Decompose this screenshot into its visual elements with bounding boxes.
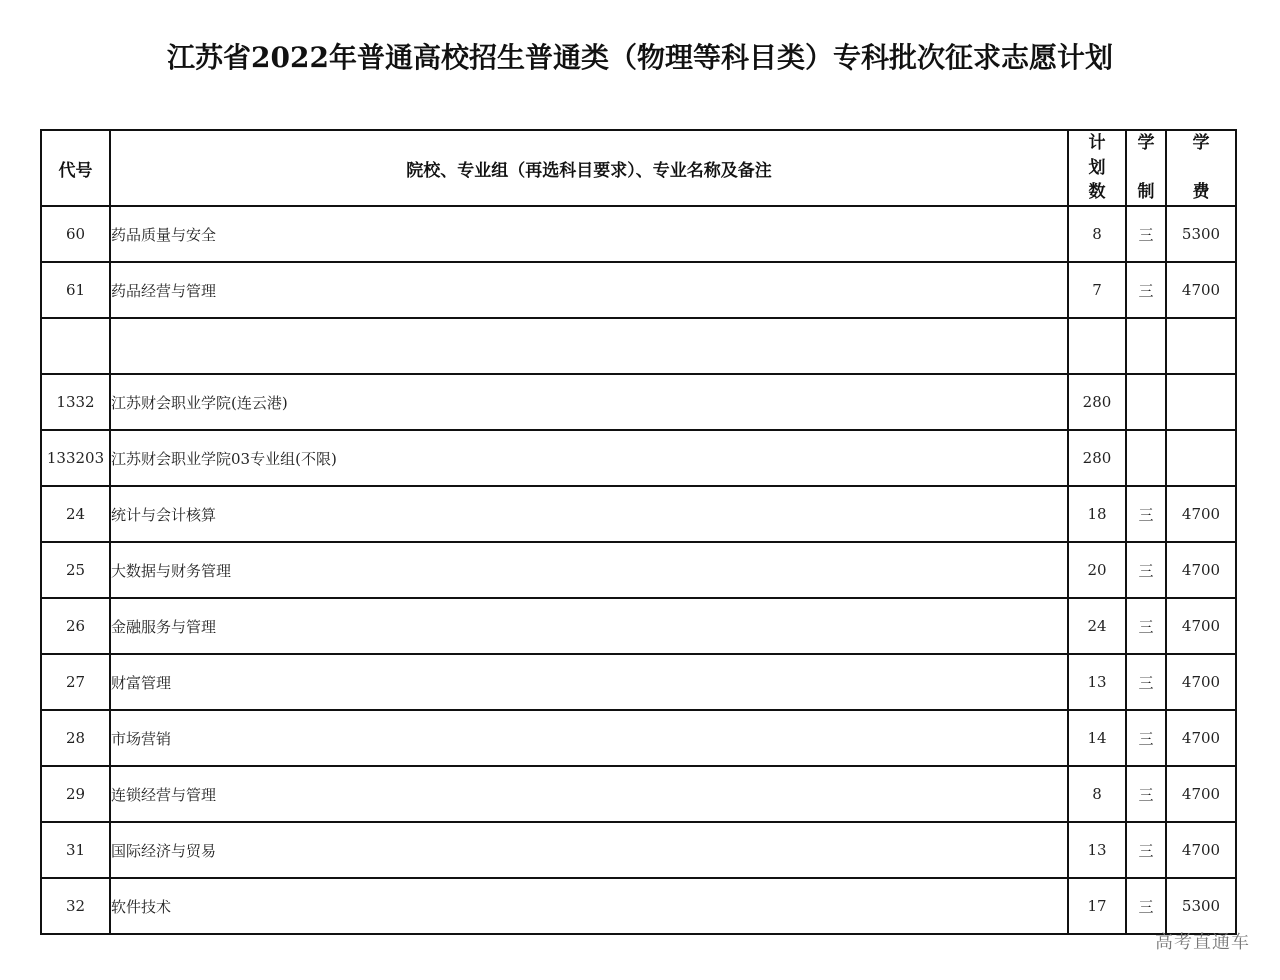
cell-fee: 4700 xyxy=(1166,766,1236,822)
cell-duration xyxy=(1126,430,1166,486)
cell-fee: 5300 xyxy=(1166,206,1236,262)
header-duration xyxy=(1126,130,1166,206)
cell-plan: 280 xyxy=(1068,374,1126,430)
table-row-empty xyxy=(41,318,1236,374)
header-fee xyxy=(1166,130,1236,206)
cell-name: 金融服务与管理 xyxy=(110,598,1068,654)
cell-name: 国际经济与贸易 xyxy=(110,822,1068,878)
table-header-row xyxy=(41,130,1236,206)
table-row xyxy=(41,486,1236,542)
table-row xyxy=(41,206,1236,262)
cell-code: 27 xyxy=(41,654,110,710)
cell-duration: 三 xyxy=(1126,710,1166,766)
header-plan-char: 计 xyxy=(1088,133,1106,153)
cell-code: 29 xyxy=(41,766,110,822)
cell-name: 市场营销 xyxy=(110,710,1068,766)
cell-name: 软件技术 xyxy=(110,878,1068,934)
cell-plan: 17 xyxy=(1068,878,1126,934)
cell-code: 61 xyxy=(41,262,110,318)
watermark-text: 高考直通车 xyxy=(1155,932,1250,953)
cell-fee: 4700 xyxy=(1166,598,1236,654)
cell-name: 大数据与财务管理 xyxy=(110,542,1068,598)
enrollment-plan-table xyxy=(40,129,1237,935)
table-row xyxy=(41,374,1236,430)
cell-duration: 三 xyxy=(1126,878,1166,934)
cell-duration: 三 xyxy=(1126,262,1166,318)
cell-code: 32 xyxy=(41,878,110,934)
table-row xyxy=(41,430,1236,486)
table-row xyxy=(41,654,1236,710)
cell-code: 31 xyxy=(41,822,110,878)
cell-duration: 三 xyxy=(1126,206,1166,262)
header-name: 院校、专业组（再选科目要求）、专业名称及备注 xyxy=(110,130,1068,206)
cell-plan: 14 xyxy=(1068,710,1126,766)
cell-fee xyxy=(1166,374,1236,430)
cell-code: 133203 xyxy=(41,430,110,486)
cell-code: 25 xyxy=(41,542,110,598)
cell-name: 连锁经营与管理 xyxy=(110,766,1068,822)
cell-name: 药品质量与安全 xyxy=(110,206,1068,262)
header-plan xyxy=(1068,130,1126,206)
table-row xyxy=(41,822,1236,878)
cell-fee: 4700 xyxy=(1166,262,1236,318)
cell-code: 28 xyxy=(41,710,110,766)
cell-name: 财富管理 xyxy=(110,654,1068,710)
cell-duration: 三 xyxy=(1126,598,1166,654)
cell-plan: 13 xyxy=(1068,654,1126,710)
table-row xyxy=(41,766,1236,822)
cell-fee: 4700 xyxy=(1166,822,1236,878)
cell-code: 26 xyxy=(41,598,110,654)
cell-duration: 三 xyxy=(1126,766,1166,822)
cell-duration: 三 xyxy=(1126,654,1166,710)
header-fee-char: 学 xyxy=(1192,133,1210,153)
header-plan-char: 划 xyxy=(1088,157,1106,178)
cell-plan: 13 xyxy=(1068,822,1126,878)
cell-code: 1332 xyxy=(41,374,110,430)
cell-duration: 三 xyxy=(1126,822,1166,878)
header-plan-char: 数 xyxy=(1088,182,1106,202)
cell-duration xyxy=(1126,374,1166,430)
table-row xyxy=(41,262,1236,318)
cell-code xyxy=(41,318,110,374)
cell-fee: 4700 xyxy=(1166,654,1236,710)
cell-duration: 三 xyxy=(1126,486,1166,542)
cell-fee xyxy=(1166,318,1236,374)
cell-name: 统计与会计核算 xyxy=(110,486,1068,542)
cell-fee: 4700 xyxy=(1166,542,1236,598)
page-title: 江苏省2022年普通高校招生普通类（物理等科目类）专科批次征求志愿计划 xyxy=(167,41,1113,74)
cell-fee xyxy=(1166,430,1236,486)
cell-fee: 4700 xyxy=(1166,486,1236,542)
table-row xyxy=(41,598,1236,654)
cell-plan xyxy=(1068,318,1126,374)
cell-name: 江苏财会职业学院03专业组(不限) xyxy=(110,430,1068,486)
cell-fee: 4700 xyxy=(1166,710,1236,766)
cell-code: 60 xyxy=(41,206,110,262)
cell-name: 江苏财会职业学院(连云港) xyxy=(110,374,1068,430)
cell-duration: 三 xyxy=(1126,542,1166,598)
cell-plan: 280 xyxy=(1068,430,1126,486)
cell-plan: 8 xyxy=(1068,766,1126,822)
cell-code: 24 xyxy=(41,486,110,542)
table-row xyxy=(41,878,1236,934)
cell-plan: 18 xyxy=(1068,486,1126,542)
header-code: 代号 xyxy=(41,130,110,206)
cell-fee: 5300 xyxy=(1166,878,1236,934)
cell-plan: 7 xyxy=(1068,262,1126,318)
header-duration-char: 制 xyxy=(1137,182,1155,202)
cell-name xyxy=(110,318,1068,374)
table-row xyxy=(41,542,1236,598)
header-fee-char: 费 xyxy=(1192,182,1210,202)
cell-plan: 8 xyxy=(1068,206,1126,262)
cell-plan: 20 xyxy=(1068,542,1126,598)
table-row xyxy=(41,710,1236,766)
cell-duration xyxy=(1126,318,1166,374)
header-duration-char: 学 xyxy=(1137,133,1155,153)
cell-plan: 24 xyxy=(1068,598,1126,654)
cell-name: 药品经营与管理 xyxy=(110,262,1068,318)
